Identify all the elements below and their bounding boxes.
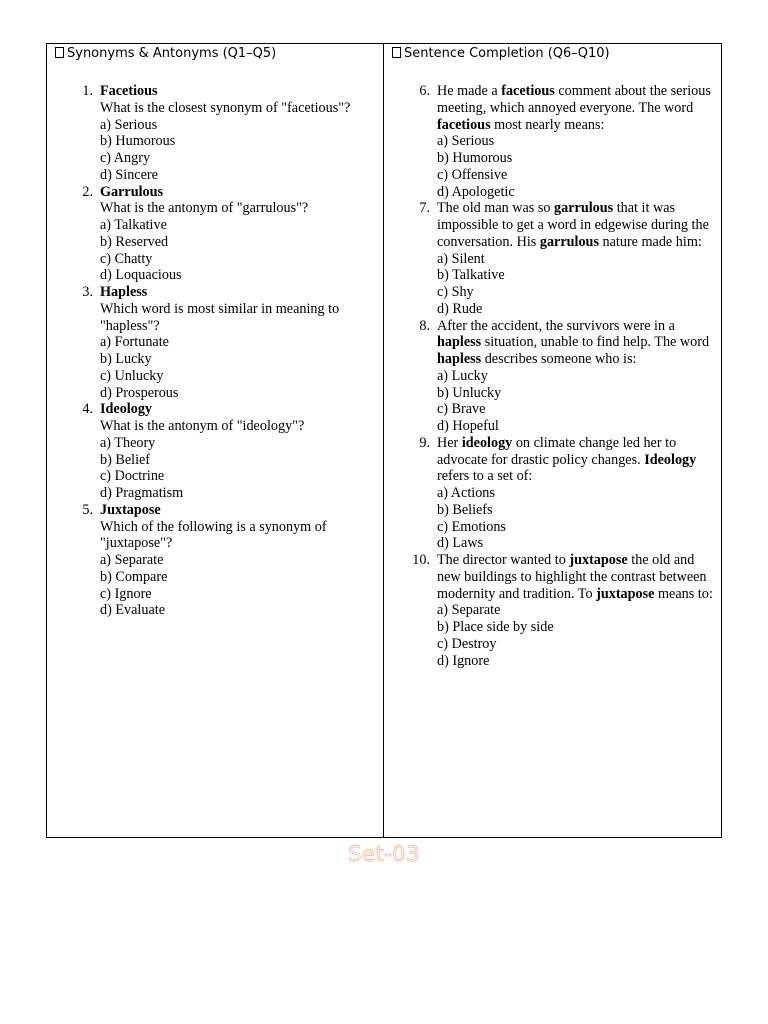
answer-option: c) Angry <box>100 150 151 166</box>
sentence-text: most nearly means: <box>490 116 605 133</box>
question-number: 8. <box>419 317 430 334</box>
sentence-completion-column <box>384 44 721 837</box>
missing-glyph-icon <box>392 47 401 58</box>
column-heading-text: Synonyms & Antonyms (Q1–Q5) <box>67 46 277 61</box>
answer-option: b) Reserved <box>100 233 169 250</box>
answer-option: b) Place side by side <box>437 619 554 635</box>
question-number: 6. <box>419 83 430 99</box>
question-term: Juxtapose <box>100 501 161 518</box>
key-term: garrulous <box>539 233 599 250</box>
answer-option: c) Unlucky <box>100 367 164 384</box>
question-item <box>419 200 717 317</box>
answer-option: d) Laws <box>437 535 484 552</box>
answer-option: b) Talkative <box>437 267 505 284</box>
question-number: 1. <box>82 83 93 99</box>
question-item <box>82 401 377 502</box>
sentence-text: After the accident, the survivors were in a <box>437 317 675 334</box>
question-number: 5. <box>82 501 93 518</box>
key-term: hapless <box>437 334 482 351</box>
sentence-text: means to: <box>654 585 713 602</box>
question-item <box>82 284 377 401</box>
answer-option: d) Hopeful <box>437 418 499 434</box>
answer-option: d) Evaluate <box>100 602 165 619</box>
sentence-text: He made a <box>437 83 502 99</box>
answer-option: a) Theory <box>100 434 156 451</box>
question-sentence <box>437 552 717 602</box>
answer-option: b) Lucky <box>100 351 152 367</box>
sentence-text: that it was impossible to get a word in edgewise during the conversation. His <box>437 200 709 250</box>
answer-option: b) Beliefs <box>437 501 493 518</box>
question-number: 9. <box>419 434 430 451</box>
question-prompt: What is the antonym of "garrulous"? <box>100 200 309 217</box>
column-heading-text: Sentence Completion (Q6–Q10) <box>404 46 610 61</box>
answer-option: c) Doctrine <box>100 468 165 485</box>
sentence-text: comment about the serious meeting, which annoyed everyone. The word <box>437 83 711 116</box>
question-number: 4. <box>82 401 93 418</box>
answer-option: d) Prosperous <box>100 384 179 401</box>
answer-option: d) Pragmatism <box>100 485 184 501</box>
answer-option: a) Actions <box>437 485 495 501</box>
answer-option: a) Serious <box>437 133 495 150</box>
question-sentence <box>437 318 717 368</box>
column-heading <box>392 46 610 62</box>
question-number: 10. <box>412 552 430 568</box>
answer-option: a) Separate <box>100 552 164 568</box>
key-term: juxtapose <box>569 552 628 568</box>
answer-option: a) Fortunate <box>100 334 169 351</box>
answer-option: d) Ignore <box>437 652 490 669</box>
question-prompt: What is the antonym of "ideology"? <box>100 418 305 434</box>
question-list <box>82 83 377 619</box>
answer-option: a) Lucky <box>437 367 488 384</box>
question-sentence <box>437 83 717 133</box>
question-item <box>82 83 377 184</box>
key-term: facetious <box>501 83 555 99</box>
sentence-text: on climate change led her to advocate for drastic policy changes. <box>437 434 677 468</box>
answer-option: b) Unlucky <box>437 384 502 401</box>
question-item <box>412 552 717 669</box>
question-prompt: Which of the following is a synonym of "juxtapose"? <box>100 518 327 552</box>
answer-option: a) Talkative <box>100 217 167 233</box>
question-term: Facetious <box>100 83 158 99</box>
question-term: Ideology <box>100 401 153 418</box>
question-item <box>419 83 717 200</box>
sentence-text: situation, unable to find help. The word <box>481 334 710 351</box>
question-term: Hapless <box>100 284 148 300</box>
question-term: Garrulous <box>100 183 164 200</box>
key-term: Ideology <box>644 451 697 468</box>
question-prompt: What is the closest synonym of "facetious"? <box>100 99 351 116</box>
answer-option: a) Serious <box>100 116 158 133</box>
key-term: facetious <box>437 116 491 133</box>
answer-option: c) Shy <box>437 284 474 300</box>
sentence-text: describes someone who is: <box>481 351 637 367</box>
synonyms-antonyms-column <box>47 44 384 837</box>
sentence-text: The old man was so <box>437 200 555 217</box>
question-item <box>82 501 377 619</box>
set-watermark: Set-03 <box>348 842 420 866</box>
sentence-text: refers to a set of: <box>437 468 533 485</box>
sentence-text: nature made him: <box>598 233 702 250</box>
answer-option: d) Apologetic <box>437 183 515 200</box>
missing-glyph-icon <box>55 47 64 58</box>
answer-option: c) Brave <box>437 401 486 418</box>
answer-option: d) Loquacious <box>100 267 182 284</box>
column-heading <box>55 46 276 62</box>
key-term: juxtapose <box>596 585 655 602</box>
answer-option: b) Belief <box>100 451 151 468</box>
answer-option: c) Destroy <box>437 635 497 652</box>
answer-option: d) Sincere <box>100 166 158 183</box>
answer-option: b) Humorous <box>100 133 176 150</box>
question-item <box>419 317 717 435</box>
question-sentence <box>437 200 717 250</box>
question-number: 2. <box>82 183 93 200</box>
question-number: 7. <box>419 200 430 217</box>
sentence-text: the old and new buildings to highlight the contrast between modernity and tradition. To <box>437 552 707 602</box>
answer-option: a) Separate <box>437 602 501 619</box>
question-item <box>82 183 377 285</box>
answer-option: c) Chatty <box>100 250 153 267</box>
question-sentence <box>437 435 717 485</box>
question-number: 3. <box>82 284 93 300</box>
answer-option: b) Humorous <box>437 150 513 166</box>
worksheet-table <box>46 43 722 838</box>
answer-option: c) Emotions <box>437 518 506 535</box>
question-item <box>419 434 717 552</box>
sentence-text: The director wanted to <box>437 552 570 568</box>
question-list <box>412 83 717 669</box>
key-term: ideology <box>461 434 513 451</box>
answer-option: c) Offensive <box>437 166 508 183</box>
answer-option: b) Compare <box>100 568 168 585</box>
key-term: garrulous <box>554 200 614 217</box>
key-term: hapless <box>437 351 482 367</box>
answer-option: d) Rude <box>437 300 483 317</box>
answer-option: c) Ignore <box>100 585 152 602</box>
answer-option: a) Silent <box>437 250 485 267</box>
sentence-text: Her <box>437 434 462 451</box>
question-prompt: Which word is most similar in meaning to "hapless"? <box>100 300 340 334</box>
